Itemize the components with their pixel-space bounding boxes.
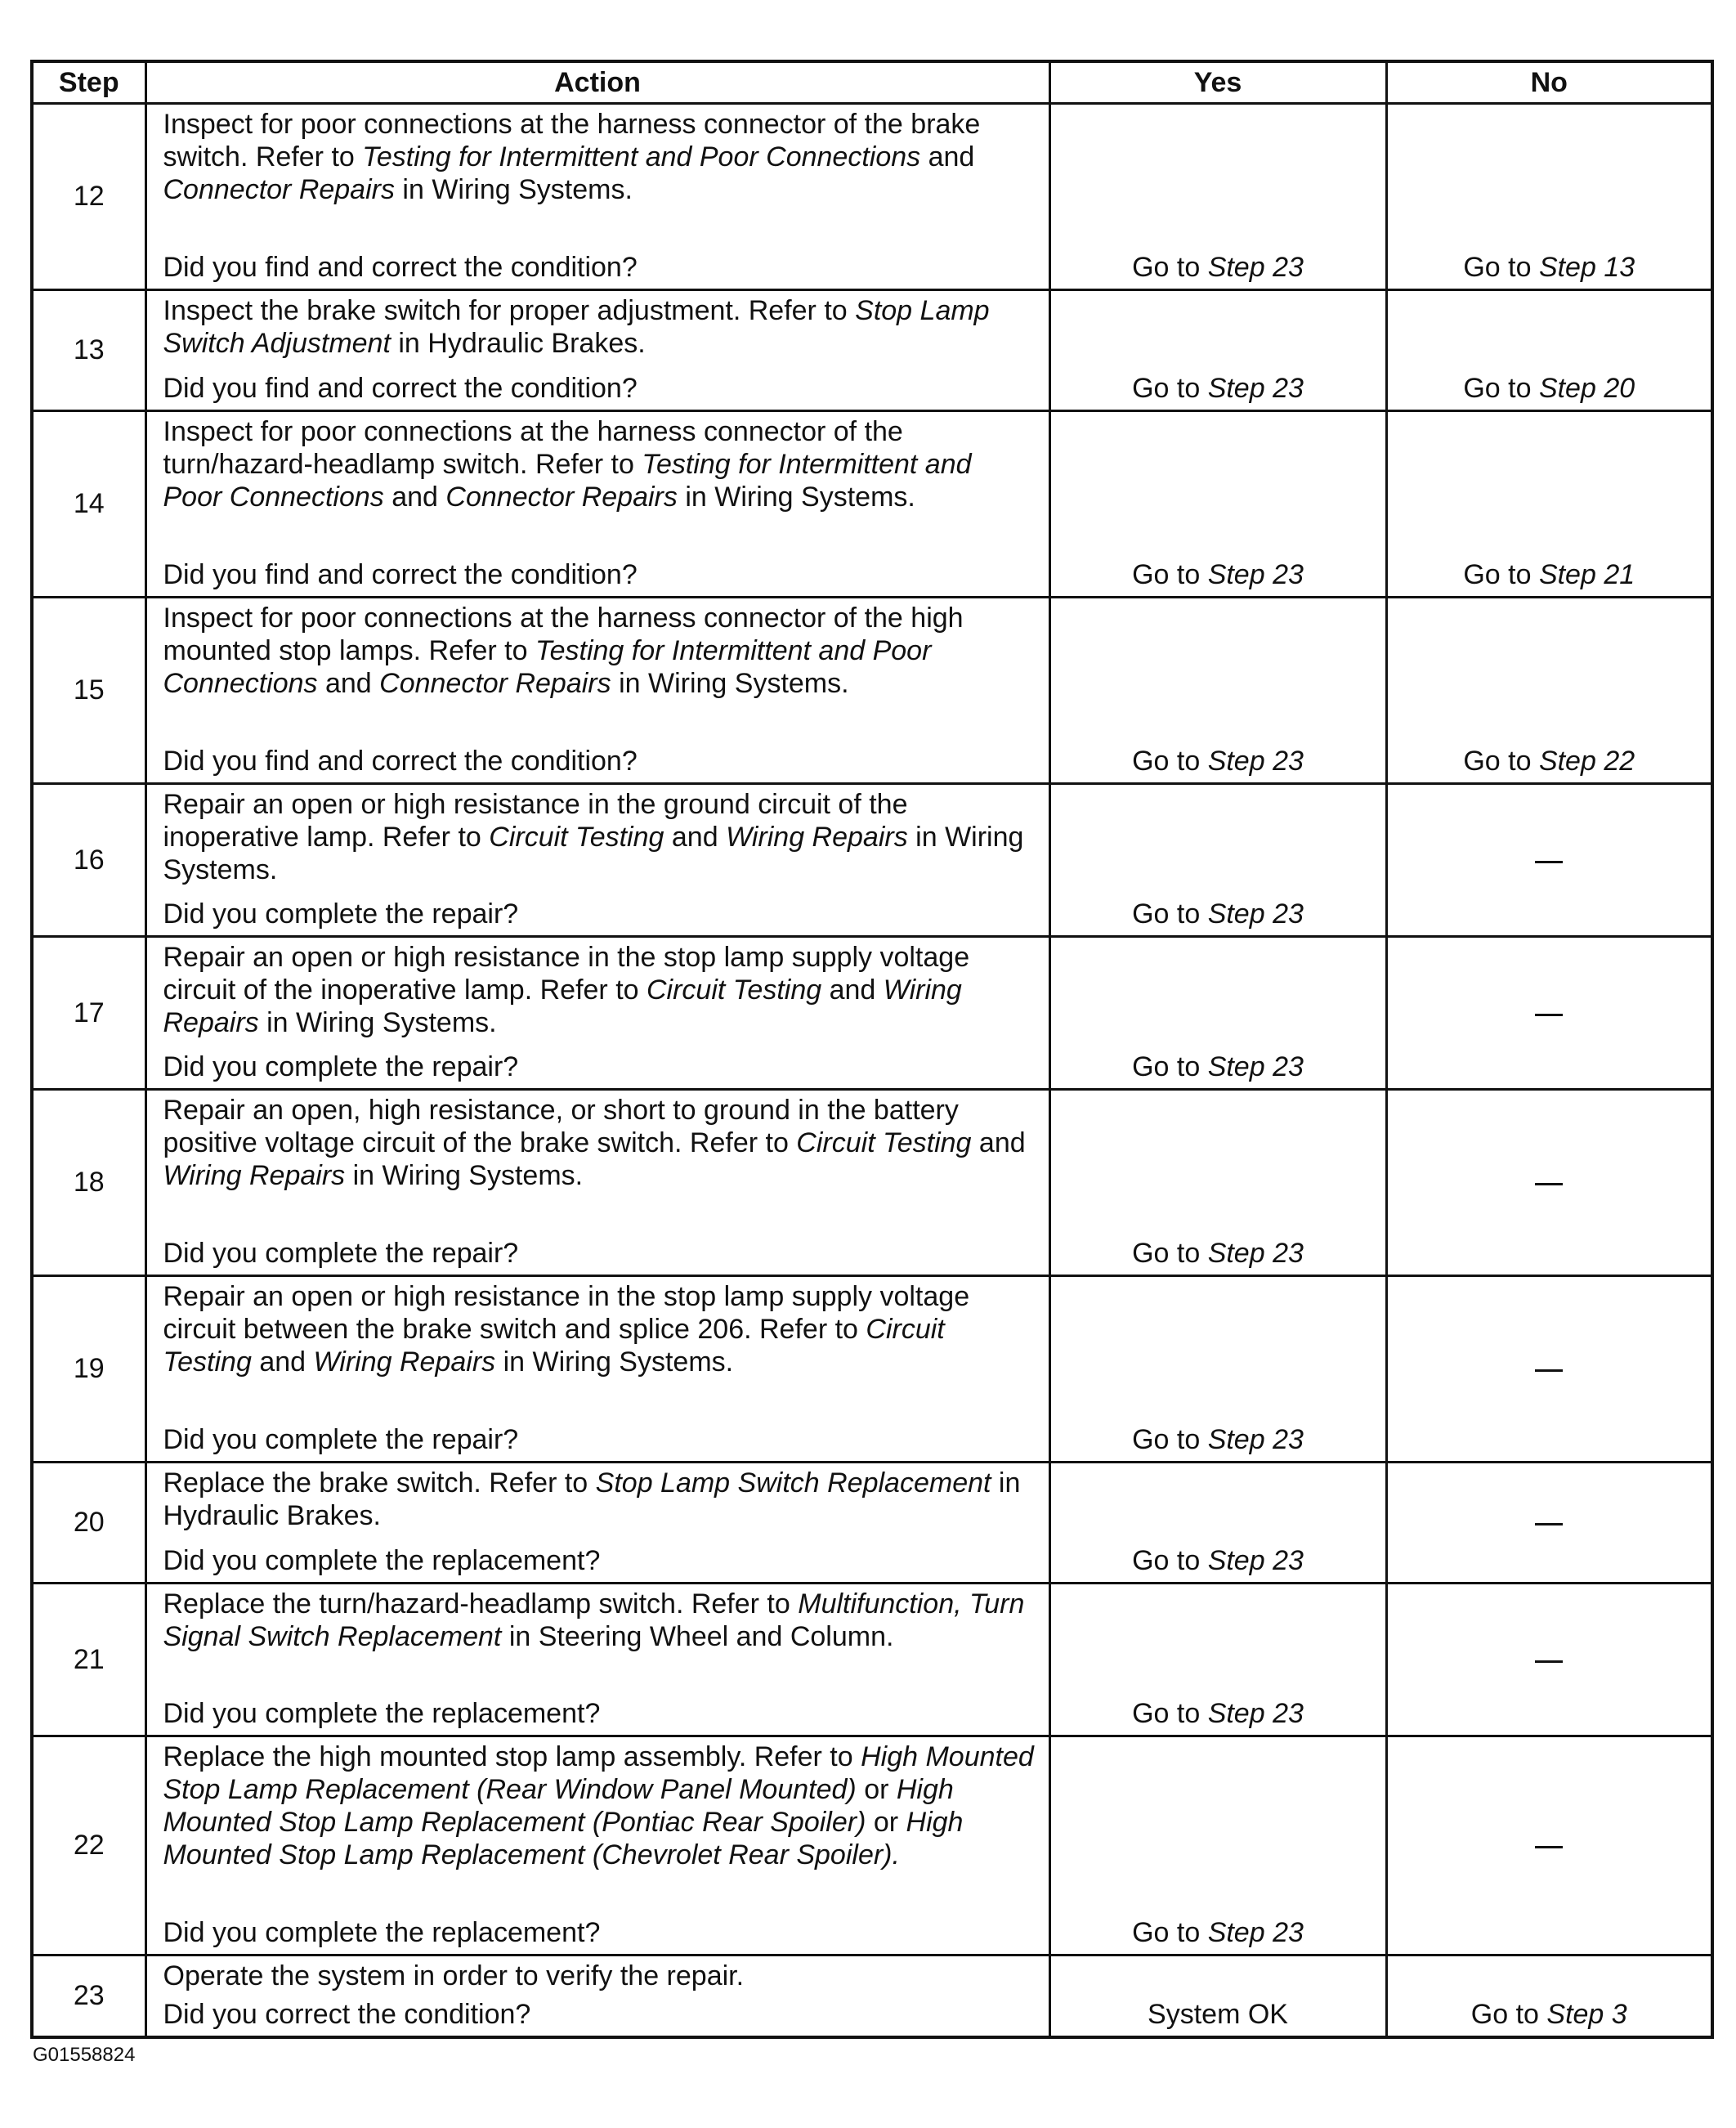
no-result-empty: [1386, 784, 1712, 937]
step-number: 21: [32, 1584, 145, 1736]
step-number: 13: [32, 290, 145, 411]
yes-result: Go to Step 23: [1049, 290, 1386, 411]
action-cell: [145, 1090, 1049, 1276]
no-result: Go to Step 22: [1386, 598, 1712, 784]
action-text: Inspect the brake switch for proper adjustment. Refer to Stop Lamp Switch Adjustment in Hydraulic Brakes.: [163, 295, 990, 359]
no-result-empty: [1386, 1276, 1712, 1463]
table-row: [32, 1276, 1712, 1463]
step-number: 12: [32, 104, 145, 290]
yes-result: Go to Step 23: [1049, 1463, 1386, 1584]
step-number: 22: [32, 1736, 145, 1956]
table-row: [32, 1090, 1712, 1276]
table-row: [32, 1956, 1712, 2038]
step-number: 19: [32, 1276, 145, 1463]
no-result-empty: [1386, 937, 1712, 1090]
action-question: Did you complete the repair?: [163, 1051, 519, 1082]
dash-mark: [1535, 1183, 1563, 1185]
action-text: Operate the system in order to verify the repair.: [163, 1960, 745, 1991]
yes-result: Go to Step 23: [1049, 1584, 1386, 1736]
action-cell: [145, 784, 1049, 937]
action-question: Did you complete the replacement?: [163, 1698, 601, 1729]
table-row: [32, 1584, 1712, 1736]
action-text: Replace the turn/hazard-headlamp switch. Refer to Multifunction, Turn Signal Switch Replacement in Steering Wheel and Column.: [163, 1588, 1025, 1652]
yes-result: Go to Step 23: [1049, 1276, 1386, 1463]
header-yes: Yes: [1049, 61, 1386, 104]
yes-result: Go to Step 23: [1049, 1736, 1386, 1956]
no-result: Go to Step 13: [1386, 104, 1712, 290]
action-text: Inspect for poor connections at the harness connector of the turn/hazard-headlamp switch. Refer to Testing for Intermittent and Poor Connections and Connector Repairs in Wiring Systems.: [163, 416, 972, 513]
action-question: Did you find and correct the condition?: [163, 559, 638, 590]
table-row: [32, 290, 1712, 411]
action-text: Repair an open or high resistance in the ground circuit of the inoperative lamp. Refer to Circuit Testing and Wiring Repairs in Wiring Systems.: [163, 789, 1024, 885]
action-cell: [145, 1736, 1049, 1956]
action-cell: [145, 1276, 1049, 1463]
action-text: Inspect for poor connections at the harness connector of the brake switch. Refer to Testing for Intermittent and Poor Connections and Connector Repairs in Wiring Systems.: [163, 109, 981, 205]
step-number: 17: [32, 937, 145, 1090]
action-text: Repair an open, high resistance, or short to ground in the battery positive voltage circuit of the brake switch. Refer to Circuit Testing and Wiring Repairs in Wiring Systems.: [163, 1095, 1026, 1191]
no-result: Go to Step 3: [1386, 1956, 1712, 2038]
no-result-empty: [1386, 1090, 1712, 1276]
table-header-row: [32, 61, 1712, 104]
table-body: [32, 104, 1712, 2038]
action-cell: [145, 1463, 1049, 1584]
action-question: Did you find and correct the condition?: [163, 746, 638, 777]
action-text: Inspect for poor connections at the harness connector of the high mounted stop lamps. Refer to Testing for Intermittent and Poor Connections and Connector Repairs in Wiring Systems.: [163, 603, 964, 699]
header-action: Action: [145, 61, 1049, 104]
yes-result: Go to Step 23: [1049, 937, 1386, 1090]
header-no: No: [1386, 61, 1712, 104]
diagnostic-table: [30, 60, 1714, 2039]
table-row: [32, 784, 1712, 937]
yes-result: Go to Step 23: [1049, 598, 1386, 784]
action-cell: [145, 937, 1049, 1090]
table-row: [32, 1736, 1712, 1956]
yes-result: System OK: [1049, 1956, 1386, 2038]
step-number: 14: [32, 411, 145, 598]
yes-result: Go to Step 23: [1049, 784, 1386, 937]
action-text: Replace the brake switch. Refer to Stop Lamp Switch Replacement in Hydraulic Brakes.: [163, 1467, 1021, 1531]
action-cell: [145, 1956, 1049, 2038]
action-text: Repair an open or high resistance in the stop lamp supply voltage circuit between the brake switch and splice 206. Refer to Circuit Testing and Wiring Repairs in Wiring Systems.: [163, 1281, 970, 1378]
action-question: Did you complete the repair?: [163, 1238, 519, 1269]
action-cell: [145, 1584, 1049, 1736]
step-number: 23: [32, 1956, 145, 2038]
step-number: 16: [32, 784, 145, 937]
dash-mark: [1535, 1523, 1563, 1525]
dash-mark: [1535, 1660, 1563, 1663]
action-question: Did you complete the replacement?: [163, 1545, 601, 1576]
table-row: [32, 104, 1712, 290]
step-number: 20: [32, 1463, 145, 1584]
dash-mark: [1535, 1846, 1563, 1848]
dash-mark: [1535, 861, 1563, 863]
dash-mark: [1535, 1014, 1563, 1016]
yes-result: Go to Step 23: [1049, 1090, 1386, 1276]
action-question: Did you correct the condition?: [163, 1999, 531, 2030]
table-row: [32, 1463, 1712, 1584]
step-number: 15: [32, 598, 145, 784]
action-text: Repair an open or high resistance in the stop lamp supply voltage circuit of the inoperative lamp. Refer to Circuit Testing and Wiring Repairs in Wiring Systems.: [163, 942, 970, 1038]
action-question: Did you complete the repair?: [163, 898, 519, 930]
dash-mark: [1535, 1369, 1563, 1372]
no-result: Go to Step 20: [1386, 290, 1712, 411]
table-row: [32, 411, 1712, 598]
action-cell: [145, 598, 1049, 784]
action-cell: [145, 104, 1049, 290]
table-row: [32, 598, 1712, 784]
no-result-empty: [1386, 1584, 1712, 1736]
action-question: Did you complete the repair?: [163, 1424, 519, 1455]
action-question: Did you find and correct the condition?: [163, 252, 638, 283]
yes-result: Go to Step 23: [1049, 411, 1386, 598]
no-result-empty: [1386, 1463, 1712, 1584]
action-text: Replace the high mounted stop lamp assembly. Refer to High Mounted Stop Lamp Replacement (Rear Window Panel Mounted) or High Mounted Stop Lamp Replacement (Pontiac Rear Spoiler) or High Mounted Stop Lamp Replacement (Chevrolet Rear Spoiler).: [163, 1741, 1034, 1870]
action-question: Did you find and correct the condition?: [163, 373, 638, 404]
action-cell: [145, 290, 1049, 411]
yes-result: Go to Step 23: [1049, 104, 1386, 290]
no-result: Go to Step 21: [1386, 411, 1712, 598]
action-question: Did you complete the replacement?: [163, 1917, 601, 1948]
figure-code: G01558824: [33, 2044, 136, 2066]
no-result-empty: [1386, 1736, 1712, 1956]
table-row: [32, 937, 1712, 1090]
header-step: Step: [32, 61, 145, 104]
action-cell: [145, 411, 1049, 598]
step-number: 18: [32, 1090, 145, 1276]
